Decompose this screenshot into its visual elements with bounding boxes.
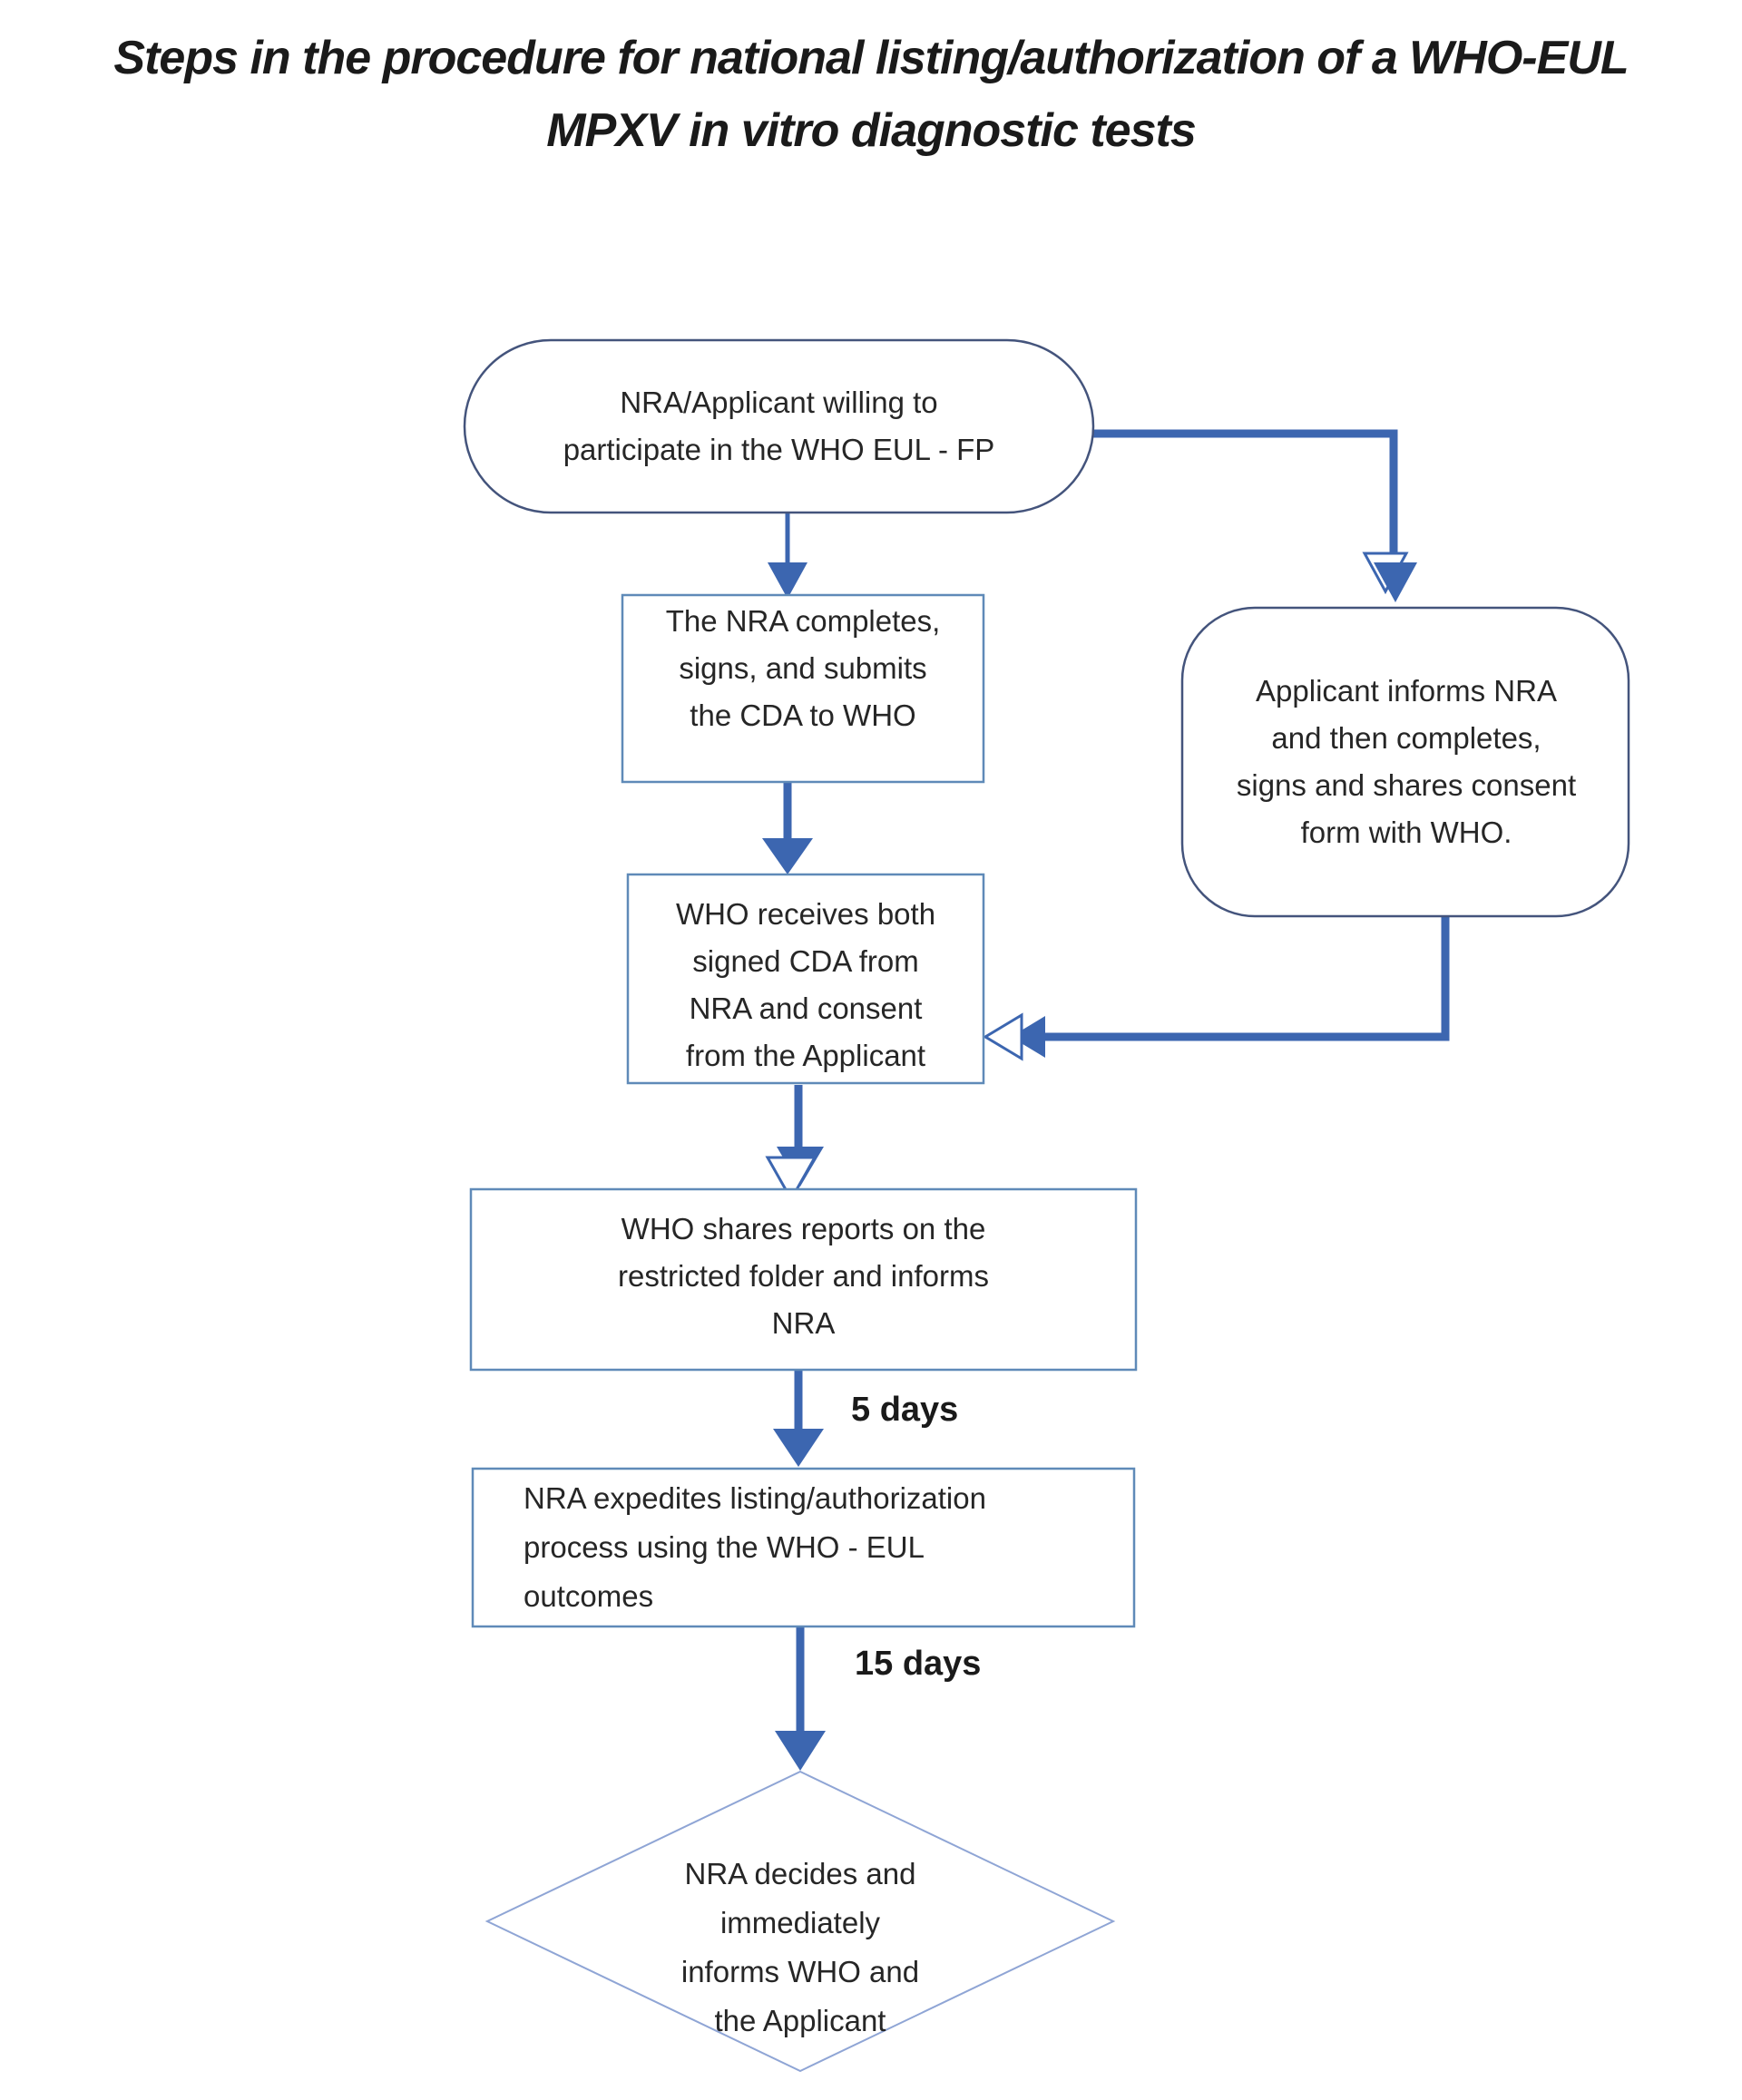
node-nra-cda-line: The NRA completes, — [665, 604, 941, 638]
node-applicant-consent-line: Applicant informs NRA — [1256, 674, 1557, 708]
node-nra-expedites-line: process using the WHO - EUL — [524, 1530, 925, 1564]
arrowhead-nra-cda-to-who-receives — [762, 838, 813, 874]
node-nra-expedites-line: outcomes — [524, 1579, 654, 1613]
edge-label-five-days: 5 days — [851, 1391, 959, 1429]
node-who-receives-line: NRA and consent — [689, 991, 923, 1025]
arrowhead-nra-expedites-to-nra-decides — [775, 1731, 826, 1771]
node-applicant-consent-line: and then completes, — [1271, 721, 1541, 755]
node-who-receives-line: WHO receives both — [675, 897, 936, 931]
node-nra-cda-line: signs, and submits — [679, 651, 927, 685]
arrowhead-outline-applicant-consent-to-who-receives — [985, 1015, 1022, 1059]
node-nra-decides — [582, 1843, 1018, 2052]
node-start-line: NRA/Applicant willing to — [620, 386, 938, 419]
page-title-line-1: Steps in the procedure for national listing/authorization of a WHO-EUL — [113, 32, 1629, 84]
node-who-receives — [633, 882, 978, 1079]
node-applicant-consent-line: signs and shares consent — [1236, 768, 1577, 802]
node-who-shares — [476, 1193, 1130, 1359]
node-who-shares-line: WHO shares reports on the — [621, 1211, 986, 1245]
node-nra-expedites — [473, 1472, 1134, 1623]
connector-applicant-consent-to-who-receives — [1018, 916, 1445, 1037]
node-who-shares-line: restricted folder and informs — [617, 1258, 989, 1293]
node-nra-decides-line: NRA decides and — [684, 1857, 916, 1890]
arrowhead-start-to-nra-cda — [768, 562, 807, 599]
node-nra-cda — [628, 599, 978, 778]
connector-start-to-applicant-consent — [1093, 434, 1394, 562]
node-who-receives-line: signed CDA from — [692, 944, 919, 978]
node-nra-expedites-line: NRA expedites listing/authorization — [524, 1481, 986, 1515]
node-applicant-consent — [1188, 613, 1625, 911]
node-nra-decides-line: immediately — [719, 1906, 881, 1939]
page-title-line-2: MPXV in vitro diagnostic tests — [546, 104, 1196, 157]
node-nra-cda-line: the CDA to WHO — [690, 698, 916, 732]
node-who-receives-line: from the Applicant — [685, 1039, 926, 1072]
node-start — [483, 347, 1075, 505]
node-nra-decides-line: informs WHO and — [680, 1955, 920, 1988]
arrowhead-who-shares-to-nra-expedites — [773, 1429, 824, 1467]
node-nra-decides-line: the Applicant — [714, 2004, 886, 2037]
node-applicant-consent-line: form with WHO. — [1300, 816, 1512, 849]
node-who-shares-line: NRA — [771, 1305, 836, 1340]
edge-label-fifteen-days: 15 days — [855, 1645, 982, 1683]
node-start-line: participate in the WHO EUL - FP — [563, 433, 995, 466]
